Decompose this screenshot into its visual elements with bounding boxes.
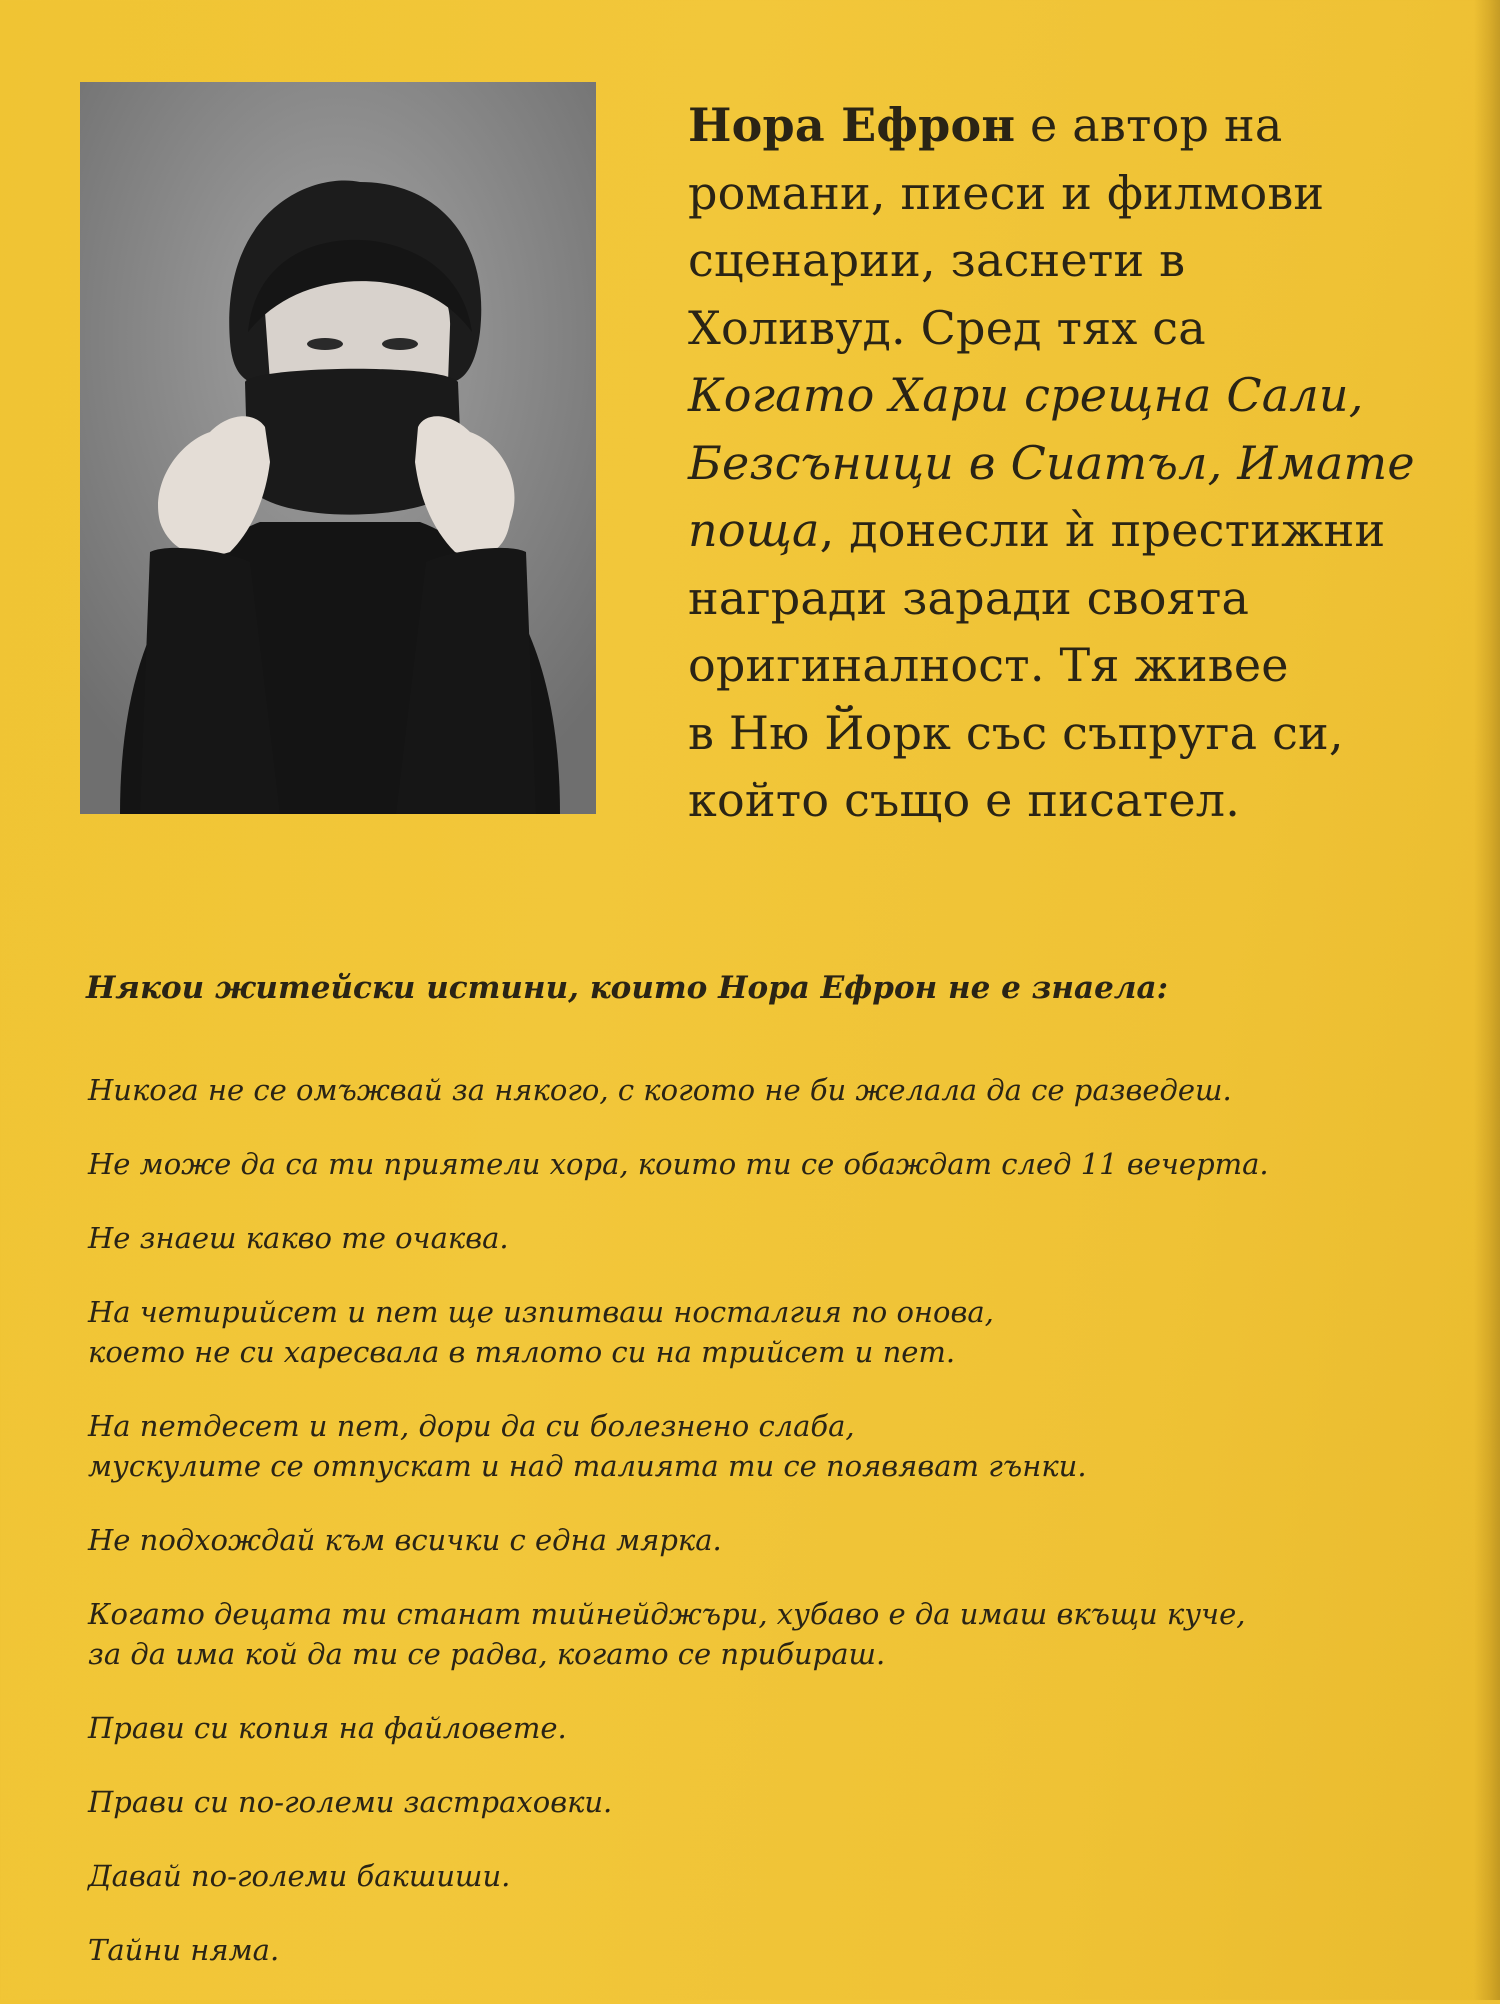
bio-line-6: Безсъници в Сиатъл, Имате: [688, 435, 1415, 490]
portrait-illustration: [80, 82, 596, 814]
bio-line-7: поща, донесли ѝ престижни: [688, 503, 1386, 557]
truth-line: Тайни няма.: [88, 1933, 280, 1967]
truth-item: [88, 1218, 1418, 1258]
truths-heading: Някои житейски истини, които Нора Ефрон не е знаела:: [86, 970, 1169, 1006]
bio-line-10: в Ню Йорк със съпруга си,: [688, 705, 1344, 760]
truth-item: [88, 1856, 1418, 1896]
bio-line-3: сценарии, заснети в: [688, 233, 1186, 287]
truth-line: На четирийсет и пет ще изпитваш носталгия по онова,: [88, 1295, 994, 1329]
bio-line-11: който също е писател.: [688, 773, 1241, 827]
bio-line-8: награди заради своята: [688, 570, 1250, 625]
truth-line: Не подхождай към всички с една мярка.: [88, 1523, 722, 1557]
truths-list: [88, 1070, 1418, 2004]
truth-line: Прави си копия на файловете.: [88, 1711, 567, 1745]
truth-line: Прави си по-големи застраховки.: [88, 1785, 613, 1819]
bio-line-2: романи, пиеси и филмови: [688, 165, 1325, 220]
truth-line: за да има кой да ти се радва, когато се прибираш.: [88, 1637, 886, 1671]
author-bio: [688, 92, 1415, 835]
truth-line: Когато децата ти станат тийнейджъри, хубаво е да имаш вкъщи куче,: [88, 1597, 1246, 1631]
truth-item: [88, 1520, 1418, 1560]
truth-item: [88, 1406, 1418, 1486]
truth-line: Давай по-големи бакшиши.: [88, 1859, 511, 1893]
truth-line: Не знаеш какво те очаква.: [88, 1221, 509, 1255]
truth-item: [88, 1708, 1418, 1748]
bio-line-1: Нора Ефрон е автор на: [688, 98, 1283, 152]
truth-item: [88, 1930, 1418, 1970]
author-photo: [80, 82, 596, 814]
truth-item: [88, 1292, 1418, 1372]
truth-line: На петдесет и пет, дори да си болезнено слаба,: [88, 1409, 855, 1443]
bio-line-5: Когато Хари срещна Сали,: [688, 368, 1364, 422]
bio-line-9: оригиналност. Тя живее: [688, 638, 1289, 692]
truth-item: [88, 1782, 1418, 1822]
truth-item: [88, 1070, 1418, 1110]
truth-item: [88, 1144, 1418, 1184]
truth-item: [88, 1594, 1418, 1674]
truth-line: мускулите се отпускат и над талията ти се появяват гънки.: [88, 1449, 1087, 1483]
truth-line: Никога не се омъжвай за някого, с когото не би желала да се разведеш.: [88, 1073, 1232, 1107]
truth-line: Не може да са ти приятели хора, които ти се обаждат след 11 вечерта.: [88, 1147, 1269, 1181]
author-name: Нора Ефрон: [688, 98, 1016, 152]
bio-line-4: Холивуд. Сред тях са: [688, 300, 1206, 355]
truth-line: което не си харесвала в тялото си на трийсет и пет.: [88, 1335, 956, 1369]
book-spine-edge: [1474, 0, 1500, 2000]
